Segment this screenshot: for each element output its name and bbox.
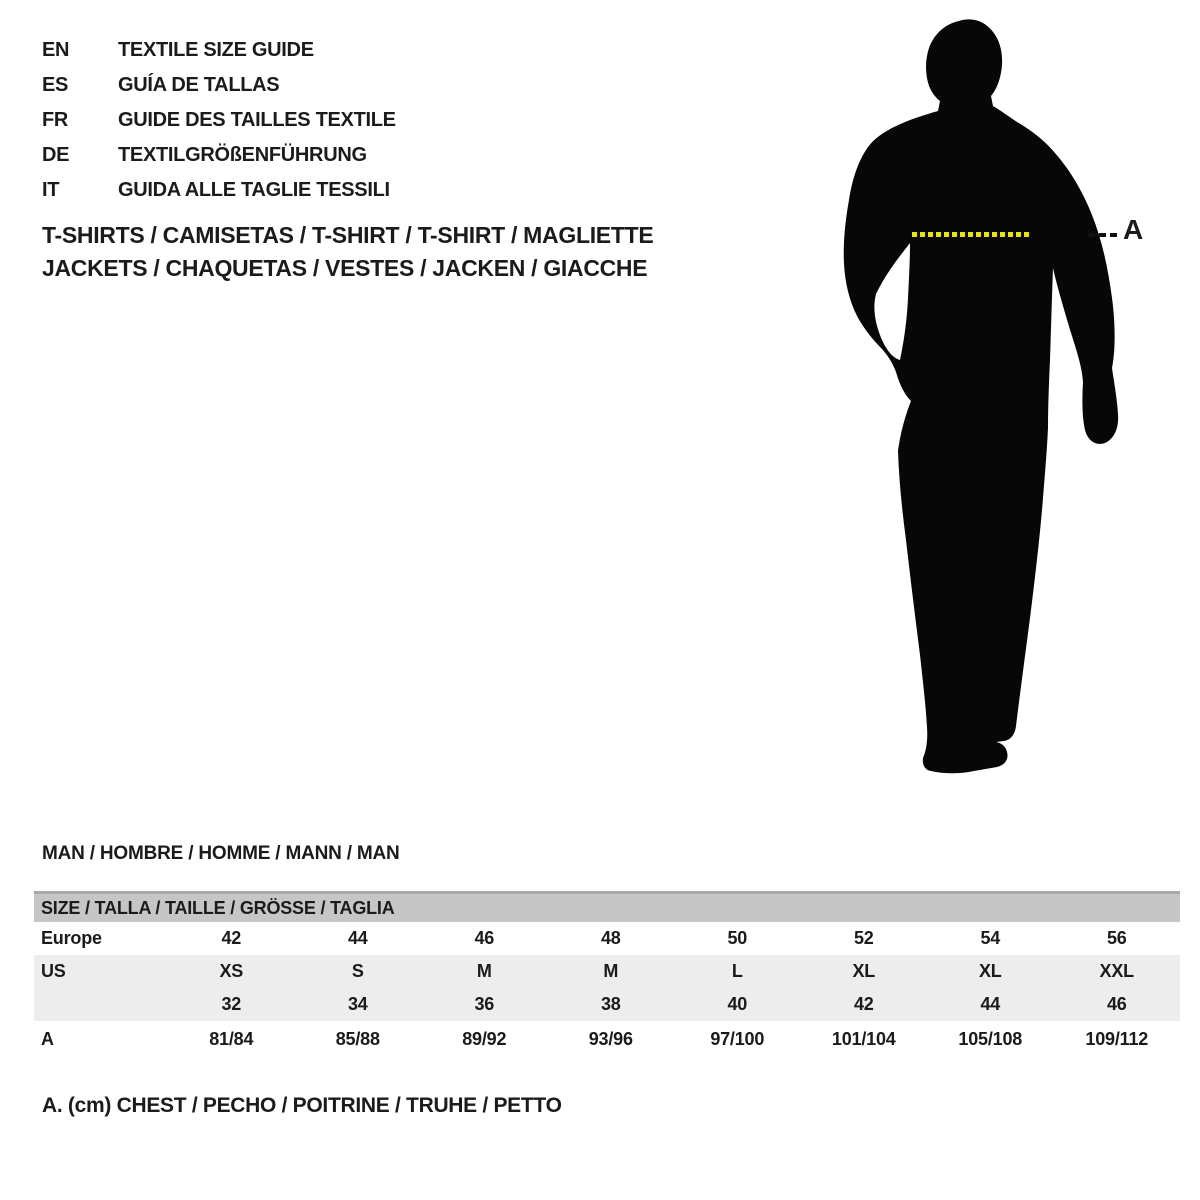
size-value-cell: XL <box>852 961 876 981</box>
size-value-cell: 46 <box>1106 994 1127 1014</box>
language-title: TEXTILE SIZE GUIDE <box>118 39 314 61</box>
size-value-cell: M <box>603 961 619 981</box>
size-value-cell: M <box>476 961 492 981</box>
row-label: US <box>41 961 66 981</box>
size-value-cell: XS <box>219 961 244 981</box>
size-value-cell: 89/92 <box>462 1029 507 1049</box>
size-value-cell: XXL <box>1099 961 1134 981</box>
language-row <box>42 68 396 103</box>
language-code: IT <box>42 179 60 201</box>
size-value-cell: 97/100 <box>710 1029 765 1049</box>
language-row <box>42 138 396 173</box>
category-line-tshirts: T-SHIRTS / CAMISETAS / T-SHIRT / T-SHIRT / MAGLIETTE <box>42 222 654 248</box>
size-value-cell: 85/88 <box>335 1029 380 1049</box>
language-title: GUIDA ALLE TAGLIE TESSILI <box>118 179 390 201</box>
language-code: FR <box>42 109 69 131</box>
man-silhouette <box>820 10 1200 782</box>
table-row <box>34 1021 1180 1058</box>
language-code: EN <box>42 39 70 61</box>
size-value-cell: 32 <box>221 994 242 1014</box>
man-silhouette-shape <box>844 19 1118 773</box>
language-title: GUIDE DES TAILLES TEXTILE <box>118 109 396 131</box>
category-lines <box>42 219 653 285</box>
table-row <box>34 922 1180 955</box>
size-value-cell: 34 <box>347 994 368 1014</box>
size-table-rows <box>34 922 1180 1058</box>
size-value-cell: 48 <box>600 928 621 948</box>
size-value-cell: S <box>351 961 364 981</box>
size-table <box>34 891 1180 1058</box>
size-value-cell: 101/104 <box>831 1029 896 1049</box>
size-value-cell: 42 <box>853 994 874 1014</box>
language-list <box>42 33 396 208</box>
size-value-cell: 52 <box>853 928 874 948</box>
language-row <box>42 33 396 68</box>
measure-leader-dashes <box>1088 233 1118 237</box>
section-heading: MAN / HOMBRE / HOMME / MANN / MAN <box>42 843 400 864</box>
size-value-cell: 56 <box>1106 928 1127 948</box>
language-code: ES <box>42 74 69 96</box>
size-value-cell: 40 <box>727 994 748 1014</box>
size-value-cell: 105/108 <box>958 1029 1023 1049</box>
language-row <box>42 173 396 208</box>
size-value-cell: 44 <box>347 928 368 948</box>
size-value-cell: 93/96 <box>588 1029 633 1049</box>
size-value-cell: 42 <box>221 928 242 948</box>
size-value-cell: 46 <box>474 928 495 948</box>
size-value-cell: 109/112 <box>1085 1029 1149 1049</box>
measure-point-label: A <box>1123 214 1144 245</box>
category-line-jackets: JACKETS / CHAQUETAS / VESTES / JACKEN / GIACCHE <box>42 255 648 281</box>
row-label: A <box>41 1029 54 1049</box>
measurement-footnote: A. (cm) CHEST / PECHO / POITRINE / TRUHE / PETTO <box>42 1094 562 1117</box>
size-value-cell: L <box>731 961 743 981</box>
language-code: DE <box>42 144 70 166</box>
table-row <box>34 955 1180 988</box>
language-title: TEXTILGRÖßENFÜHRUNG <box>118 144 367 166</box>
size-value-cell: 38 <box>600 994 621 1014</box>
language-title: GUÍA DE TALLAS <box>118 74 280 96</box>
size-value-cell: 81/84 <box>209 1029 254 1049</box>
table-row <box>34 988 1180 1021</box>
language-row <box>42 103 396 138</box>
size-value-cell: 50 <box>727 928 748 948</box>
size-table-header: SIZE / TALLA / TAILLE / GRÖSSE / TAGLIA <box>34 891 1180 922</box>
size-value-cell: 44 <box>980 994 1001 1014</box>
row-label: Europe <box>41 928 102 948</box>
chest-measurement-line <box>912 232 1030 237</box>
size-value-cell: 54 <box>980 928 1001 948</box>
man-silhouette-figure <box>820 10 1200 782</box>
size-value-cell: XL <box>978 961 1002 981</box>
size-value-cell: 36 <box>474 994 495 1014</box>
